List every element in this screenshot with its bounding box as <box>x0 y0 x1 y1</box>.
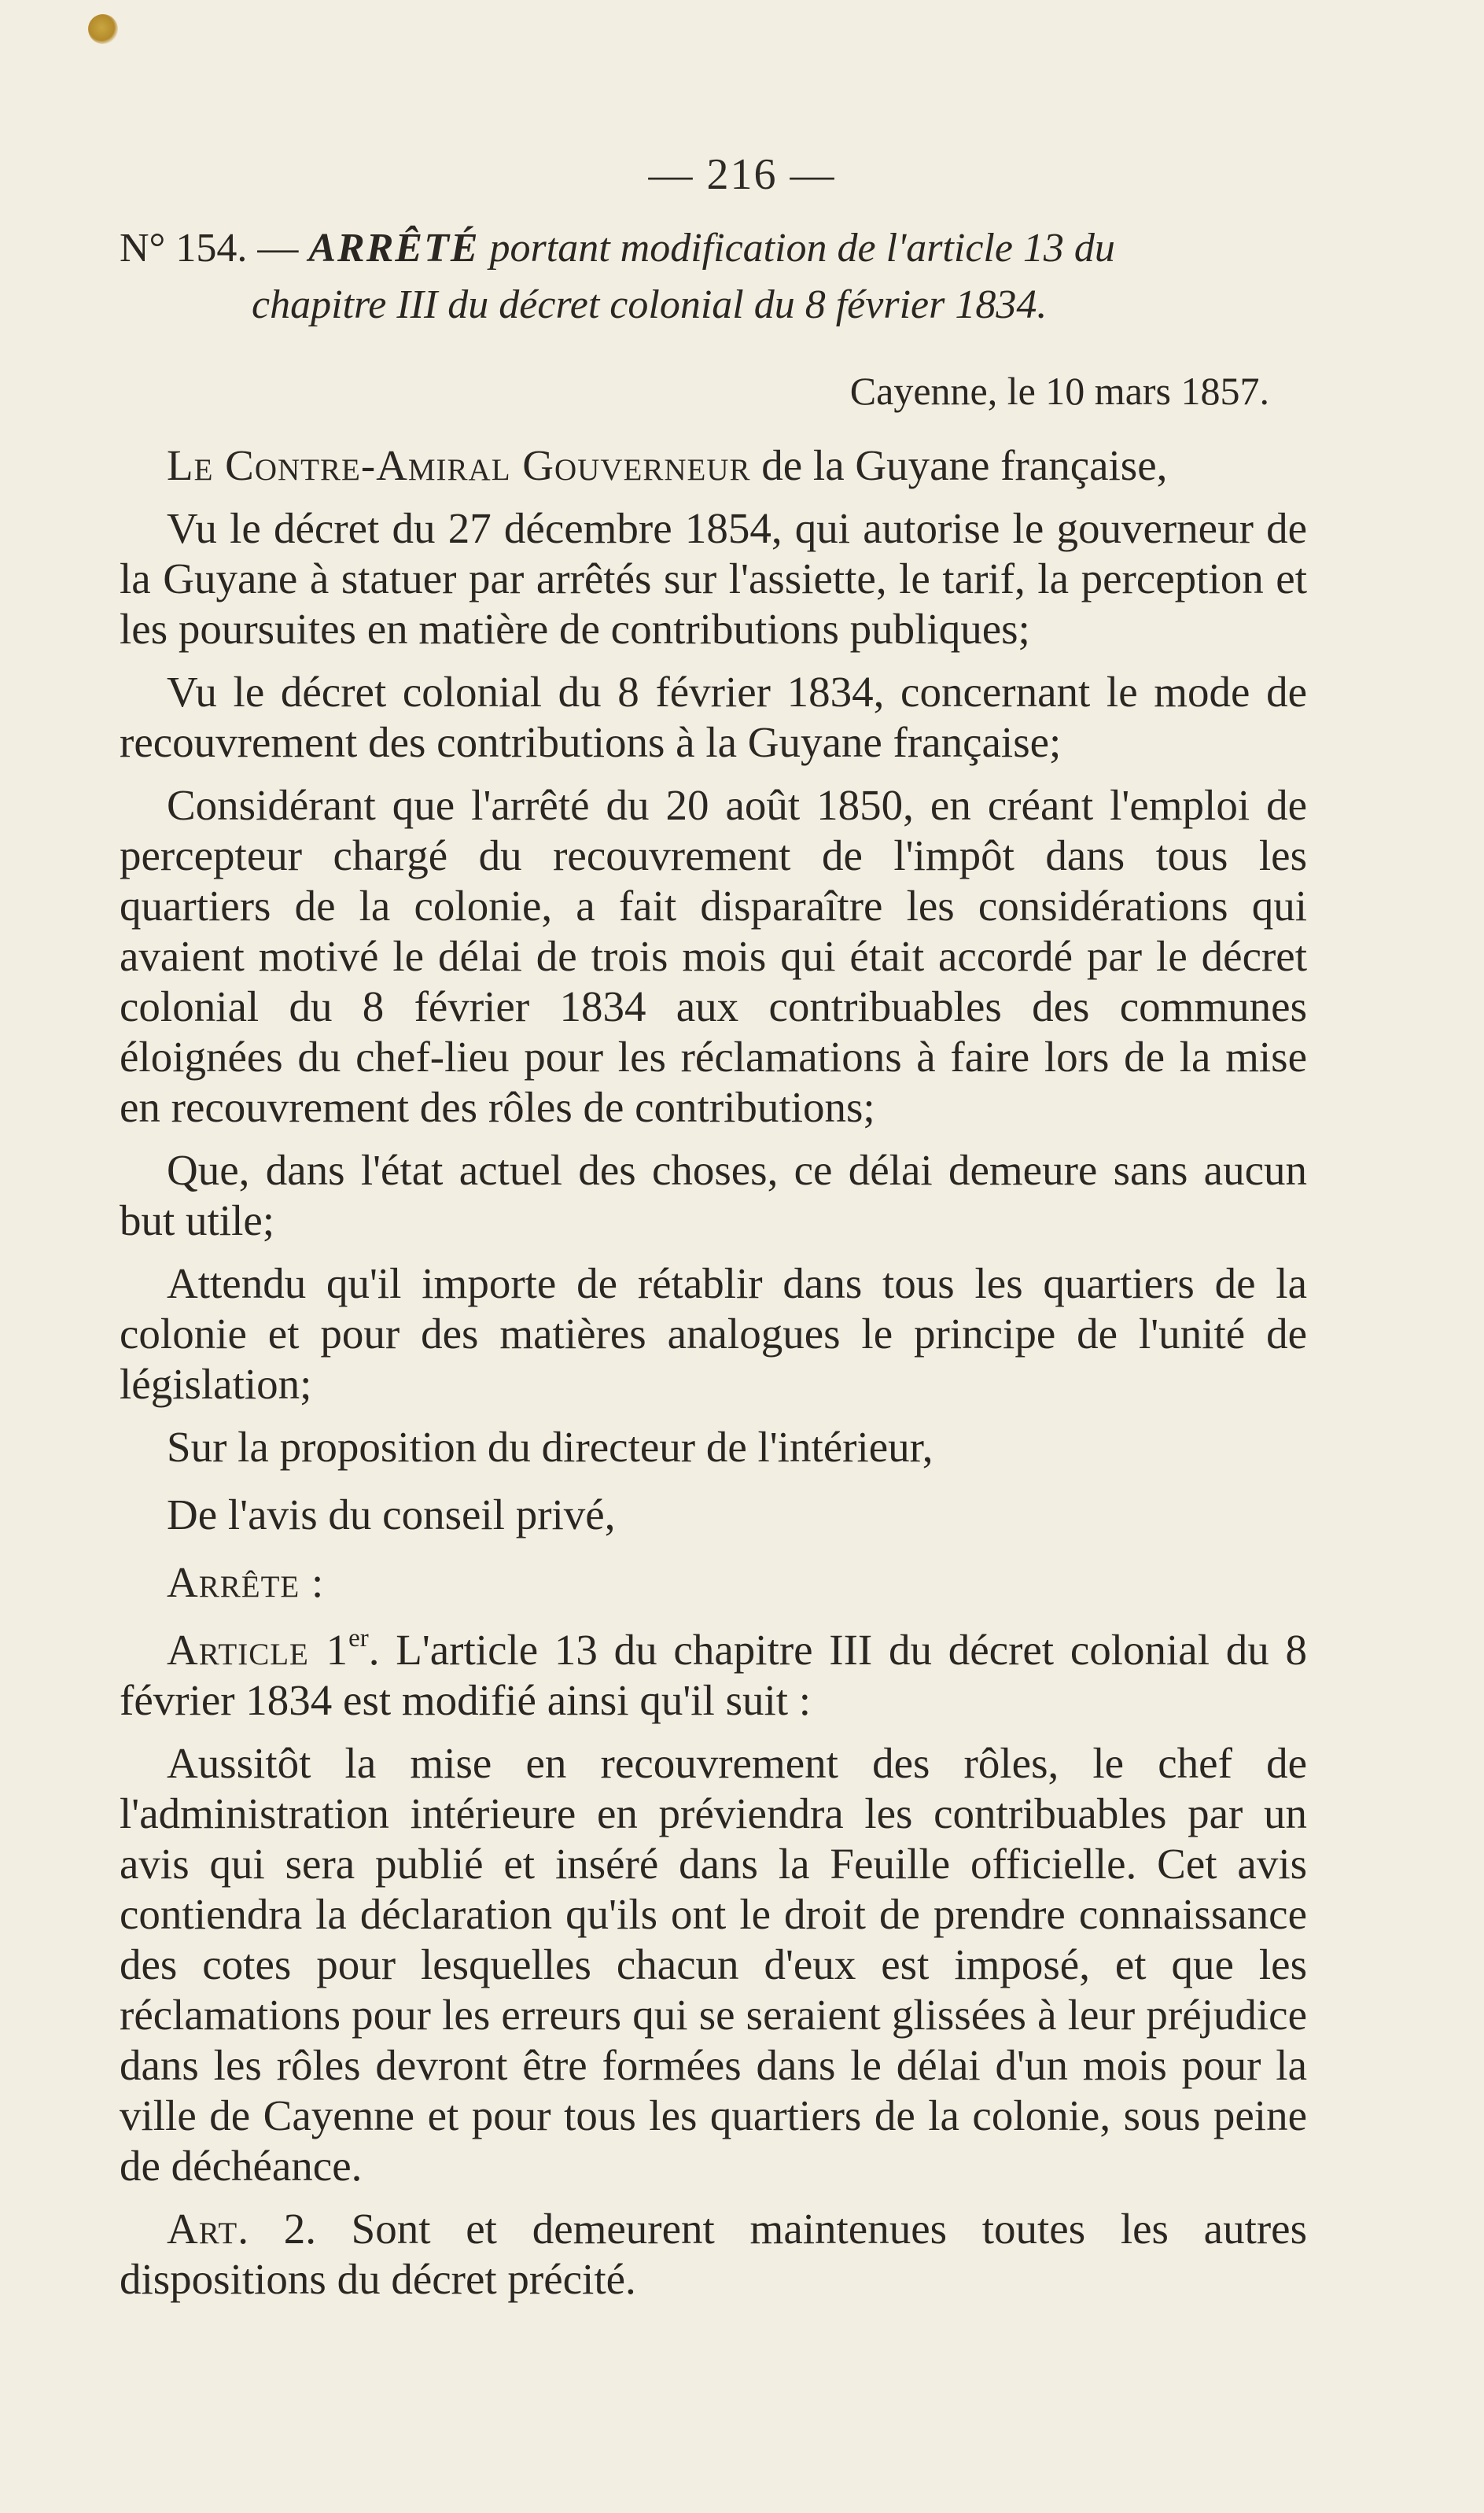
page-number: — 216 — <box>648 150 836 199</box>
decree-kind: ARRÊTÉ <box>308 226 480 271</box>
paragraph: Que, dans l'état actuel des choses, ce délai demeure sans aucun but utile; <box>120 1146 1307 1244</box>
article-1 <box>120 1625 1307 1726</box>
decree-title <box>120 220 1307 333</box>
arrete-label: Arrête : <box>167 1558 325 1606</box>
decree-title-line2: chapitre III du décret colonial du 8 février 1834. <box>252 282 1048 327</box>
paragraph: Considérant que l'arrêté du 20 août 1850, en créant l'emploi de percepteur chargé du recouvrement de l'impôt dans tous les quartiers de la colonie, a fait disparaître les considérations qui avaient motivé le délai de trois mois qui était accordé par le décret colonial du 8 février 1834 aux contribuables des communes éloignées du chef-lieu pour les réclamations à faire lors de la mise en recouvrement des rôles de contributions; <box>120 781 1307 1131</box>
decree-number: N° 154. — <box>120 226 299 271</box>
issuer: Le Contre-Amiral Gouverneur <box>167 441 751 489</box>
article-2-text: . 2. Sont et demeurent maintenues toutes les autres dispositions du décret précité. <box>120 2205 1307 2303</box>
decree-body <box>120 440 1307 2317</box>
dateline: Cayenne, le 10 mars 1857. <box>849 369 1269 413</box>
article-2-label: Art <box>167 2205 238 2253</box>
article-1-sup: er <box>348 1623 369 1653</box>
paragraph: Vu le décret du 27 décembre 1854, qui autorise le gouverneur de la Guyane à statuer par arrêtés sur l'assiette, le tarif, la perception et les poursuites en matière de contributions publiques; <box>120 504 1307 653</box>
ink-stain <box>88 14 118 44</box>
paragraph: Sur la proposition du directeur de l'intérieur, <box>167 1423 933 1471</box>
decree-title-line1: portant modification de l'article 13 du <box>489 226 1115 271</box>
paragraph: Vu le décret colonial du 8 février 1834, concernant le mode de recouvrement des contributions à la Guyane française; <box>120 668 1307 766</box>
preamble <box>120 440 1307 491</box>
quoted-article: Aussitôt la mise en recouvrement des rôles, le chef de l'administration intérieure en préviendra les contribuables par un avis qui sera publié et inséré dans la Feuille officielle. Cet avis contiendra la déclaration qu'ils ont le droit de prendre connaissance des cotes pour lesquelles chacun d'eux est imposé, et que les réclamations pour les erreurs qui se seraient glissées à leur préjudice dans les rôles devront être formées dans le délai d'un mois pour la ville de Cayenne et pour tous les quartiers de la colonie, sous peine de déchéance. <box>120 1739 1307 2190</box>
paragraph: Attendu qu'il importe de rétablir dans tous les quartiers de la colonie et pour des matières analogues le principe de l'unité de législation; <box>120 1259 1307 1408</box>
paragraph: De l'avis du conseil privé, <box>167 1490 616 1538</box>
issuer-rest: de la Guyane française, <box>750 441 1168 489</box>
article-1-label: Article 1 <box>167 1626 349 1674</box>
article-1-text: . L'article 13 du chapitre III du décret colonial du 8 février 1834 est modifié ainsi qu'il suit : <box>120 1626 1308 1724</box>
article-2 <box>120 2204 1307 2305</box>
